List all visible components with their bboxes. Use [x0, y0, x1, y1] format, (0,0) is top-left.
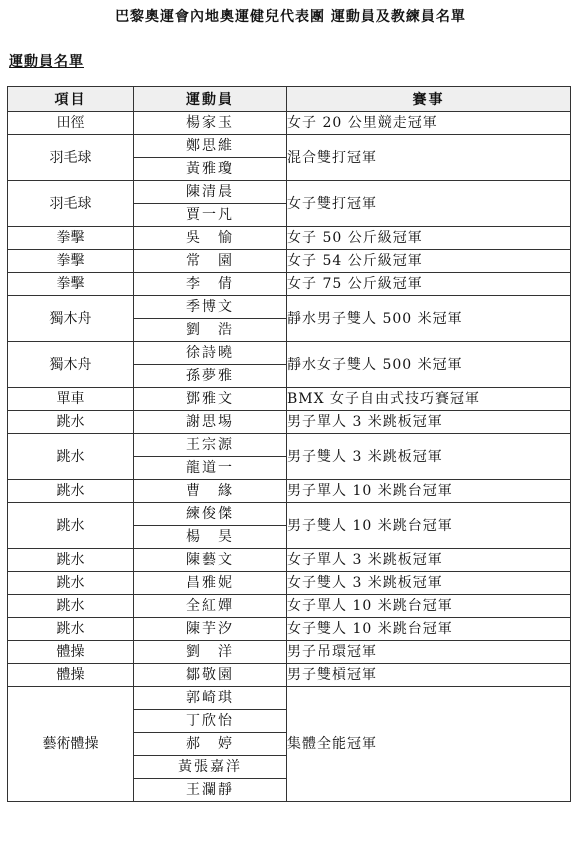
athlete-cell: 曹 緣 — [134, 480, 287, 503]
athlete-cell: 劉 洋 — [134, 641, 287, 664]
table-body — [8, 112, 571, 802]
athlete-cell: 楊家玉 — [134, 112, 287, 135]
sport-cell: 拳擊 — [8, 273, 134, 296]
event-cell: 靜水男子雙人 500 米冠軍 — [287, 296, 571, 342]
table-row — [8, 135, 571, 158]
athlete-cell: 謝思埸 — [134, 411, 287, 434]
table-row — [8, 411, 571, 434]
athlete-cell: 昌雅妮 — [134, 572, 287, 595]
athlete-cell: 郝 婷 — [134, 733, 287, 756]
sport-cell: 田徑 — [8, 112, 134, 135]
athlete-cell: 全紅嬋 — [134, 595, 287, 618]
athlete-cell: 鄧雅文 — [134, 388, 287, 411]
table-row — [8, 503, 571, 526]
table-row — [8, 181, 571, 204]
table-row — [8, 296, 571, 319]
athlete-cell: 李 倩 — [134, 273, 287, 296]
table-header-row — [8, 87, 571, 112]
event-cell: 男子雙人 3 米跳板冠軍 — [287, 434, 571, 480]
event-cell: 女子單人 10 米跳台冠軍 — [287, 595, 571, 618]
sport-cell: 跳水 — [8, 434, 134, 480]
table-row — [8, 250, 571, 273]
table-row — [8, 112, 571, 135]
sport-cell: 體操 — [8, 641, 134, 664]
athlete-cell: 郭崎琪 — [134, 687, 287, 710]
athlete-cell: 楊 昊 — [134, 526, 287, 549]
sport-cell: 獨木舟 — [8, 296, 134, 342]
section-title: 運動員名單 — [9, 54, 84, 70]
table-row — [8, 595, 571, 618]
table-row — [8, 342, 571, 365]
event-cell: 男子雙人 10 米跳台冠軍 — [287, 503, 571, 549]
event-cell: 男子雙槓冠軍 — [287, 664, 571, 687]
header-athlete: 運動員 — [134, 87, 287, 112]
athlete-cell: 陳藝文 — [134, 549, 287, 572]
sport-cell: 拳擊 — [8, 250, 134, 273]
sport-cell: 拳擊 — [8, 227, 134, 250]
sport-cell: 跳水 — [8, 595, 134, 618]
event-cell: 集體全能冠軍 — [287, 687, 571, 802]
header-sport: 項目 — [8, 87, 134, 112]
table-row — [8, 687, 571, 710]
athlete-cell: 王宗源 — [134, 434, 287, 457]
sport-cell: 跳水 — [8, 411, 134, 434]
table-row — [8, 388, 571, 411]
sport-cell: 藝術體操 — [8, 687, 134, 802]
table-row — [8, 480, 571, 503]
athlete-cell: 劉 浩 — [134, 319, 287, 342]
table-row — [8, 664, 571, 687]
table-row — [8, 227, 571, 250]
athlete-cell: 龍道一 — [134, 457, 287, 480]
sport-cell: 獨木舟 — [8, 342, 134, 388]
table-row — [8, 641, 571, 664]
athlete-cell: 賈一凡 — [134, 204, 287, 227]
sport-cell: 跳水 — [8, 480, 134, 503]
event-cell: 女子雙人 10 米跳台冠軍 — [287, 618, 571, 641]
event-cell: 女子 50 公斤級冠軍 — [287, 227, 571, 250]
document-title: 巴黎奧運會內地奧運健兒代表團 運動員及教練員名單 — [115, 9, 466, 25]
event-cell: 女子單人 3 米跳板冠軍 — [287, 549, 571, 572]
athlete-roster-table — [7, 86, 571, 802]
sport-cell: 羽毛球 — [8, 135, 134, 181]
sport-cell: 跳水 — [8, 572, 134, 595]
sport-cell: 跳水 — [8, 503, 134, 549]
athlete-cell: 鄭思維 — [134, 135, 287, 158]
event-cell: 靜水女子雙人 500 米冠軍 — [287, 342, 571, 388]
sport-cell: 體操 — [8, 664, 134, 687]
table-row — [8, 549, 571, 572]
table-row — [8, 273, 571, 296]
athlete-cell: 丁欣怡 — [134, 710, 287, 733]
sport-cell: 跳水 — [8, 618, 134, 641]
sport-cell: 單車 — [8, 388, 134, 411]
event-cell: 混合雙打冠軍 — [287, 135, 571, 181]
athlete-cell: 陳芋汐 — [134, 618, 287, 641]
event-cell: 男子單人 10 米跳台冠軍 — [287, 480, 571, 503]
sport-cell: 跳水 — [8, 549, 134, 572]
athlete-cell: 孫夢雅 — [134, 365, 287, 388]
event-cell: 女子雙人 3 米跳板冠軍 — [287, 572, 571, 595]
athlete-cell: 季博文 — [134, 296, 287, 319]
athlete-cell: 鄒敬園 — [134, 664, 287, 687]
athlete-cell: 王瀾靜 — [134, 779, 287, 802]
athlete-cell: 陳清晨 — [134, 181, 287, 204]
athlete-cell: 練俊傑 — [134, 503, 287, 526]
header-event: 賽事 — [287, 87, 571, 112]
athlete-cell: 吳 愉 — [134, 227, 287, 250]
event-cell: BMX 女子自由式技巧賽冠軍 — [287, 388, 571, 411]
event-cell: 女子 75 公斤級冠軍 — [287, 273, 571, 296]
table-row — [8, 434, 571, 457]
event-cell: 女子 54 公斤級冠軍 — [287, 250, 571, 273]
event-cell: 女子雙打冠軍 — [287, 181, 571, 227]
event-cell: 男子單人 3 米跳板冠軍 — [287, 411, 571, 434]
athlete-cell: 黃雅瓊 — [134, 158, 287, 181]
athlete-cell: 常 園 — [134, 250, 287, 273]
sport-cell: 羽毛球 — [8, 181, 134, 227]
event-cell: 女子 20 公里競走冠軍 — [287, 112, 571, 135]
athlete-cell: 黃張嘉洋 — [134, 756, 287, 779]
athlete-cell: 徐詩曉 — [134, 342, 287, 365]
event-cell: 男子吊環冠軍 — [287, 641, 571, 664]
